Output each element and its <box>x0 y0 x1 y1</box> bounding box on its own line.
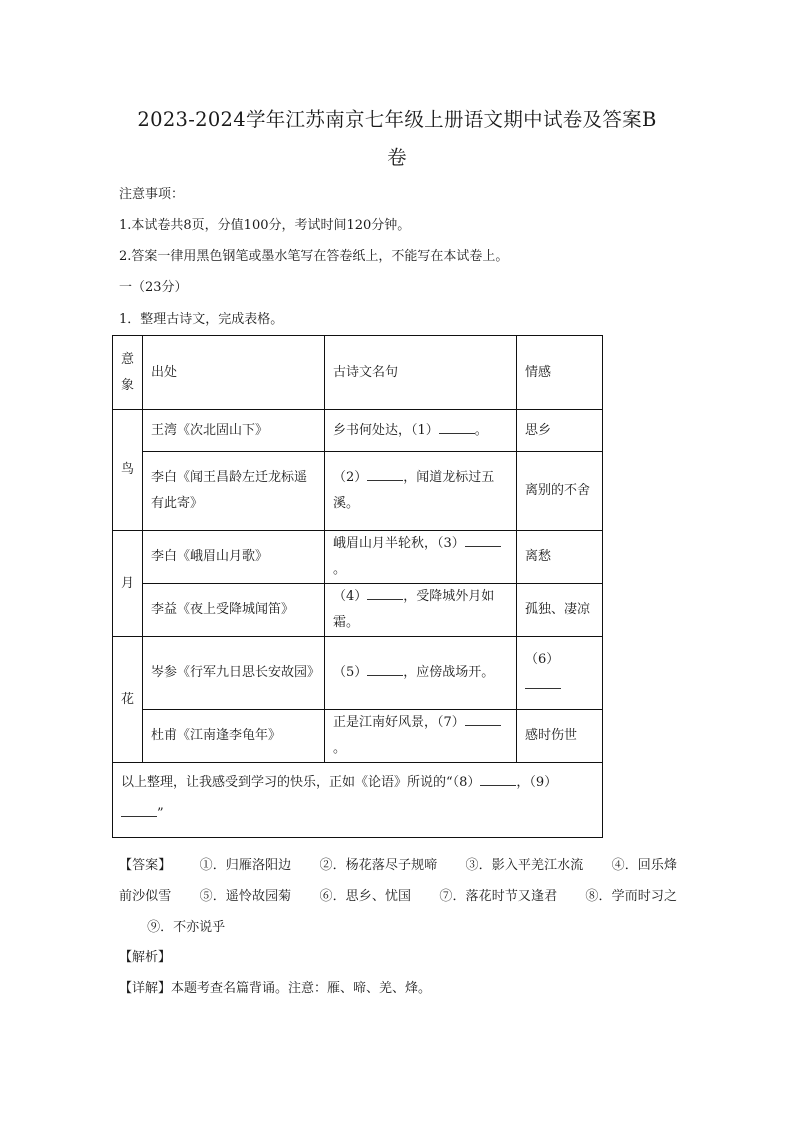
emotion-cell: 孤独、凄凉 <box>517 584 603 637</box>
header-line: 古诗文名句 <box>325 336 517 410</box>
table-row <box>113 584 603 637</box>
line-cell: 乡书何处达，（1） 。 <box>325 410 517 452</box>
source-cell: 李白《峨眉山月歌》 <box>143 531 325 584</box>
source-cell: 杜甫《江南逢李龟年》 <box>143 710 325 763</box>
table-footer-row <box>113 763 603 838</box>
title-line-1: 2023-2024学年江苏南京七年级上册语文期中试卷及答案B <box>137 108 657 131</box>
blank-9[interactable] <box>121 805 157 817</box>
answer-2: ②．杨花落尽子规啼 <box>319 858 438 873</box>
notice-2: 2.答案一律用黑色钢笔或墨水笔写在答卷纸上，不能写在本试卷上。 <box>119 249 509 264</box>
blank-6[interactable] <box>525 677 561 689</box>
source-cell: 岑参《行军九日思长安故园》 <box>143 637 325 710</box>
answer-4: ④．回乐烽前沙似雪 <box>119 858 677 904</box>
table-row <box>113 637 603 710</box>
source-cell: 李白《闻王昌龄左迁龙标遥有此寄》 <box>143 452 325 531</box>
footer-cell: 以上整理，让我感受到学习的快乐，正如《论语》所说的“（8） ，（9） ” <box>113 763 603 838</box>
line-cell: （2） ，闻道龙标过五溪。 <box>325 452 517 531</box>
analysis-label: 【解析】 <box>119 950 172 965</box>
blank-1[interactable] <box>439 422 475 434</box>
emotion-cell: （6） <box>517 637 603 710</box>
answer-6: ⑥．思乡、忧国 <box>319 889 412 904</box>
notice-1: 1.本试卷共8页，分值100分，考试时间120分钟。 <box>119 218 411 233</box>
header-source: 出处 <box>143 336 325 410</box>
blank-2[interactable] <box>367 469 403 481</box>
title-line-2: 卷 <box>387 146 407 169</box>
section-heading: 一（23分） <box>119 280 188 295</box>
blank-8[interactable] <box>480 774 516 786</box>
image-bird: 鸟 <box>113 410 143 531</box>
answer-3: ③．影入平羌江水流 <box>465 858 584 873</box>
notice-heading: 注意事项： <box>119 187 185 202</box>
header-emotion: 情感 <box>517 336 603 410</box>
table-row <box>113 410 603 452</box>
emotion-cell: 离别的不舍 <box>517 452 603 531</box>
blank-7[interactable] <box>465 714 501 726</box>
answer-label: 【答案】 <box>119 858 172 873</box>
line-cell: 峨眉山月半轮秋，（3）。 <box>325 531 517 584</box>
answer-5: ⑤．遥怜故园菊 <box>199 889 292 904</box>
blank-5[interactable] <box>367 664 403 676</box>
image-moon: 月 <box>113 531 143 637</box>
source-cell: 王湾《次北固山下》 <box>143 410 325 452</box>
table-header-row <box>113 336 603 410</box>
line-cell: （5） ，应傍战场开。 <box>325 637 517 710</box>
answer-8: ⑧．学而时习之 <box>585 889 677 904</box>
line-cell: 正是江南好风景，（7）。 <box>325 710 517 763</box>
emotion-cell: 感时伤世 <box>517 710 603 763</box>
line-cell: （4） ，受降城外月如霜。 <box>325 584 517 637</box>
table-row <box>113 531 603 584</box>
detail-text: 本题考查名篇背诵。注意：雁、啼、羌、烽。 <box>171 981 432 996</box>
poem-table <box>112 335 603 838</box>
answer-7: ⑦．落花时节又逢君 <box>439 889 558 904</box>
emotion-cell: 思乡 <box>517 410 603 452</box>
blank-3[interactable] <box>465 535 501 547</box>
detail-label: 【详解】 <box>119 981 172 996</box>
image-flower: 花 <box>113 637 143 763</box>
table-row <box>113 710 603 763</box>
source-cell: 李益《夜上受降城闻笛》 <box>143 584 325 637</box>
answers-block <box>119 850 677 943</box>
header-image: 意象 <box>113 336 143 410</box>
blank-4[interactable] <box>367 588 403 600</box>
document-title <box>112 101 682 177</box>
emotion-cell: 离愁 <box>517 531 603 584</box>
answer-1: ①．归雁洛阳边 <box>199 858 292 873</box>
table-row <box>113 452 603 531</box>
detail-line <box>119 981 431 997</box>
question-1: 1．整理古诗文，完成表格。 <box>119 312 284 327</box>
answer-9: ⑨．不亦说乎 <box>147 920 226 935</box>
